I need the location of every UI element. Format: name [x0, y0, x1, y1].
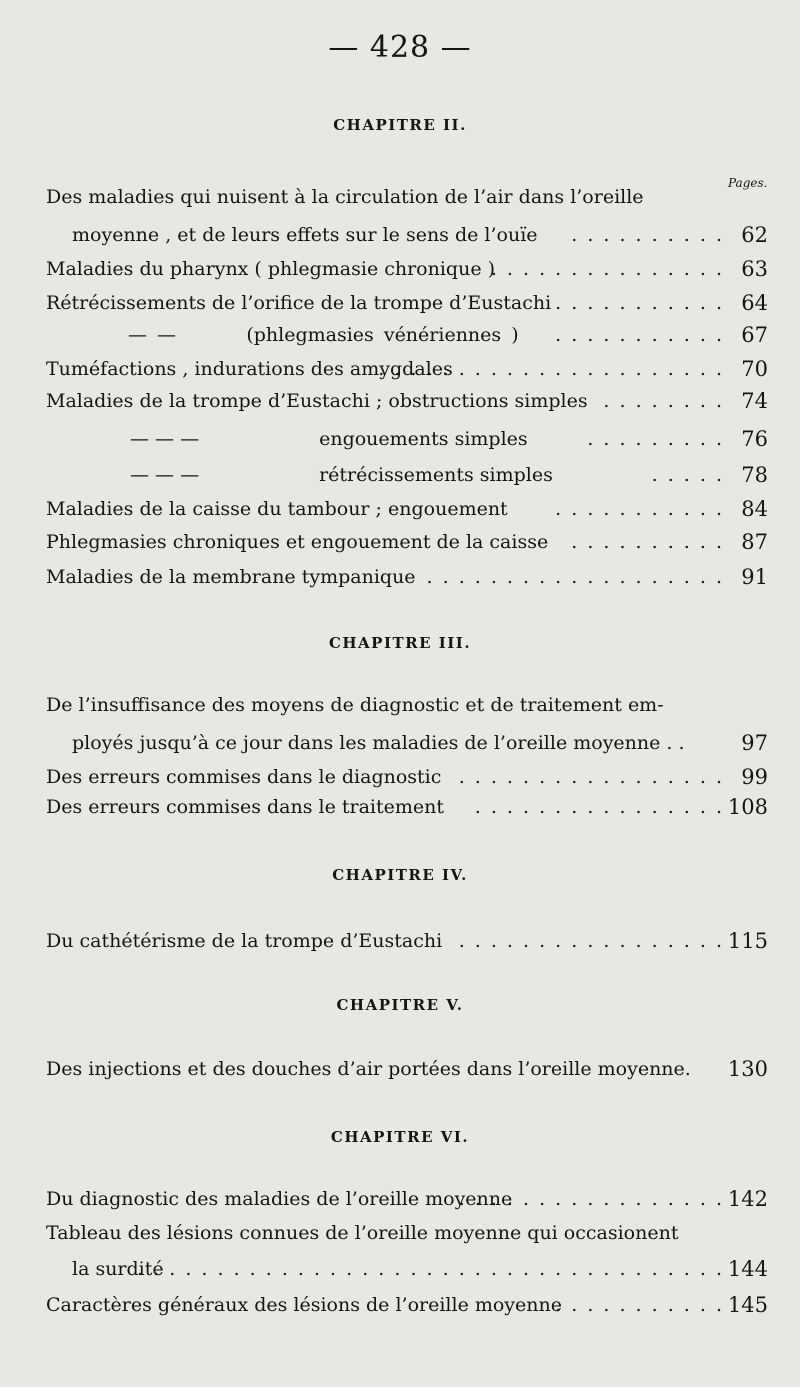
toc-entry-title: Caractères généraux des lésions de l’oreille moyenne	[46, 1294, 563, 1316]
toc-entry-page: 142	[727, 1187, 768, 1211]
toc-entry	[46, 220, 768, 250]
toc-entry-title: Des injections et des douches d’air portées dans l’oreille moyenne.	[46, 1058, 691, 1080]
pages-column-label: Pages.	[728, 176, 768, 190]
toc-entry-title: Maladies de la trompe d’Eustachi ; obstructions simples	[46, 390, 588, 412]
dot-leader: . . . . . . . . . . .	[555, 498, 724, 520]
dot-leader: . . . . . . . . . . . . . . . . . . . . . . . . . . . . . . . . . . . . .	[137, 1258, 724, 1280]
dot-leader: . . . . . . . . . . .	[555, 292, 724, 314]
toc-entry	[46, 792, 768, 822]
toc-entry-page: 76	[741, 427, 768, 451]
toc-entry	[46, 320, 768, 350]
toc-entry	[46, 728, 768, 758]
toc-entry-title: Du diagnostic des maladies de l’oreille moyenne	[46, 1188, 513, 1210]
toc-entry	[46, 926, 768, 956]
toc-entry	[46, 690, 768, 720]
toc-entry-title: Maladies du pharynx ( phlegmasie chronique )	[46, 258, 496, 280]
dot-leader: . . . . . . . . . .	[571, 531, 724, 553]
toc-entry	[46, 1054, 768, 1084]
toc-entry-page: 70	[741, 357, 768, 381]
dot-leader: . . . . . . . . .	[587, 428, 724, 450]
toc-entry-page: 97	[741, 731, 768, 755]
toc-entry	[46, 182, 768, 212]
toc-entry-page: 145	[727, 1293, 768, 1317]
toc-entry	[46, 386, 768, 416]
toc-entry-title: rétrécissements simples	[319, 464, 553, 486]
dot-leader: . . . . . . . . . . . . . . . . .	[458, 766, 724, 788]
ditto-dashes: — —	[128, 324, 177, 346]
toc-entry-title: (phlegmasies vénériennes )	[246, 324, 519, 346]
dot-leader: . . . . . . . . . . .	[555, 1294, 724, 1316]
toc-entry-title: Rétrécissements de l’orifice de la trompe d’Eustachi	[46, 292, 552, 314]
toc-entry	[46, 762, 768, 792]
dot-leader: . . . . . . . . . .	[571, 224, 724, 246]
toc-entry-page: 67	[741, 323, 768, 347]
ditto-dashes: — — —	[130, 464, 200, 486]
toc-entry	[46, 288, 768, 318]
dot-leader: . . . . . . . . . . . . . . . .	[474, 796, 724, 818]
toc-entry	[46, 562, 768, 592]
toc-entry	[46, 1254, 768, 1284]
chapter-heading: CHAPITRE III.	[328, 634, 472, 652]
toc-entry-title: Des erreurs commises dans le diagnostic	[46, 766, 442, 788]
dot-leader: . . . . . . . . . . . . . . . . . . . . . .	[378, 358, 724, 380]
toc-entry-page: 78	[741, 463, 768, 487]
toc-entry-title: ployés jusqu’à ce jour dans les maladies de l’oreille moyenne . .	[72, 732, 685, 754]
dot-leader: . . . . . . . . . . . . . . .	[490, 258, 724, 280]
toc-entry-page: 63	[741, 257, 768, 281]
toc-entry-title: Phlegmasies chroniques et engouement de la caisse	[46, 531, 549, 553]
toc-entry-page: 108	[727, 795, 768, 819]
ditto-dashes: — — —	[130, 428, 200, 450]
dot-leader: . . . . . . . .	[603, 390, 724, 412]
toc-entry-page: 62	[741, 223, 768, 247]
toc-entry-page: 130	[727, 1057, 768, 1081]
toc-entry-page: 144	[727, 1257, 768, 1281]
toc-entry-page: 84	[741, 497, 768, 521]
toc-entry-title: Tuméfactions , indurations des amygdales	[46, 358, 453, 380]
toc-entry-title: la surdité	[72, 1258, 164, 1280]
toc-entry	[46, 527, 768, 557]
toc-entry-page: 87	[741, 530, 768, 554]
toc-entry	[46, 460, 768, 490]
toc-entry	[46, 1218, 768, 1248]
dot-leader: . . . . . . . . . . .	[555, 324, 724, 346]
toc-entry-title: Des erreurs commises dans le traitement	[46, 796, 445, 818]
toc-entry-title: engouements simples	[319, 428, 528, 450]
page-number: — 428 —	[328, 30, 472, 65]
chapter-heading: CHAPITRE VI.	[330, 1128, 470, 1146]
dot-leader: . . . . . . . . . . . . . . . . .	[458, 930, 724, 952]
toc-entry-title: Des maladies qui nuisent à la circulation de l’air dans l’oreille	[46, 186, 644, 208]
chapter-heading: CHAPITRE II.	[333, 116, 467, 134]
chapter-heading: CHAPITRE IV.	[332, 866, 468, 884]
toc-entry-title: Du cathétérisme de la trompe d’Eustachi	[46, 930, 443, 952]
dot-leader: . . . . . . . . . . . . . . . . . . .	[426, 566, 724, 588]
toc-entry-title: Maladies de la membrane tympanique	[46, 566, 416, 588]
dot-leader: . . . . .	[651, 464, 724, 486]
toc-entry-page: 64	[741, 291, 768, 315]
toc-entry-title: moyenne , et de leurs effets sur le sens de l’ouïe	[72, 224, 538, 246]
toc-entry	[46, 1290, 768, 1320]
toc-entry	[46, 1184, 768, 1214]
toc-entry-page: 115	[727, 929, 768, 953]
chapter-heading: CHAPITRE V.	[336, 996, 464, 1014]
dot-leader: . . . . . . . . . . . . . . . . .	[458, 1188, 724, 1210]
toc-entry	[46, 494, 768, 524]
toc-entry	[46, 424, 768, 454]
toc-entry-page: 99	[741, 765, 768, 789]
toc-entry	[46, 354, 768, 384]
toc-entry-title: Tableau des lésions connues de l’oreille moyenne qui occasionent	[46, 1222, 679, 1244]
toc-entry-title: Maladies de la caisse du tambour ; engouement	[46, 498, 508, 520]
toc-entry-page: 74	[741, 389, 768, 413]
toc-entry	[46, 254, 768, 284]
toc-entry-page: 91	[741, 565, 768, 589]
toc-entry-title: De l’insuffisance des moyens de diagnostic et de traitement em-	[46, 694, 664, 716]
